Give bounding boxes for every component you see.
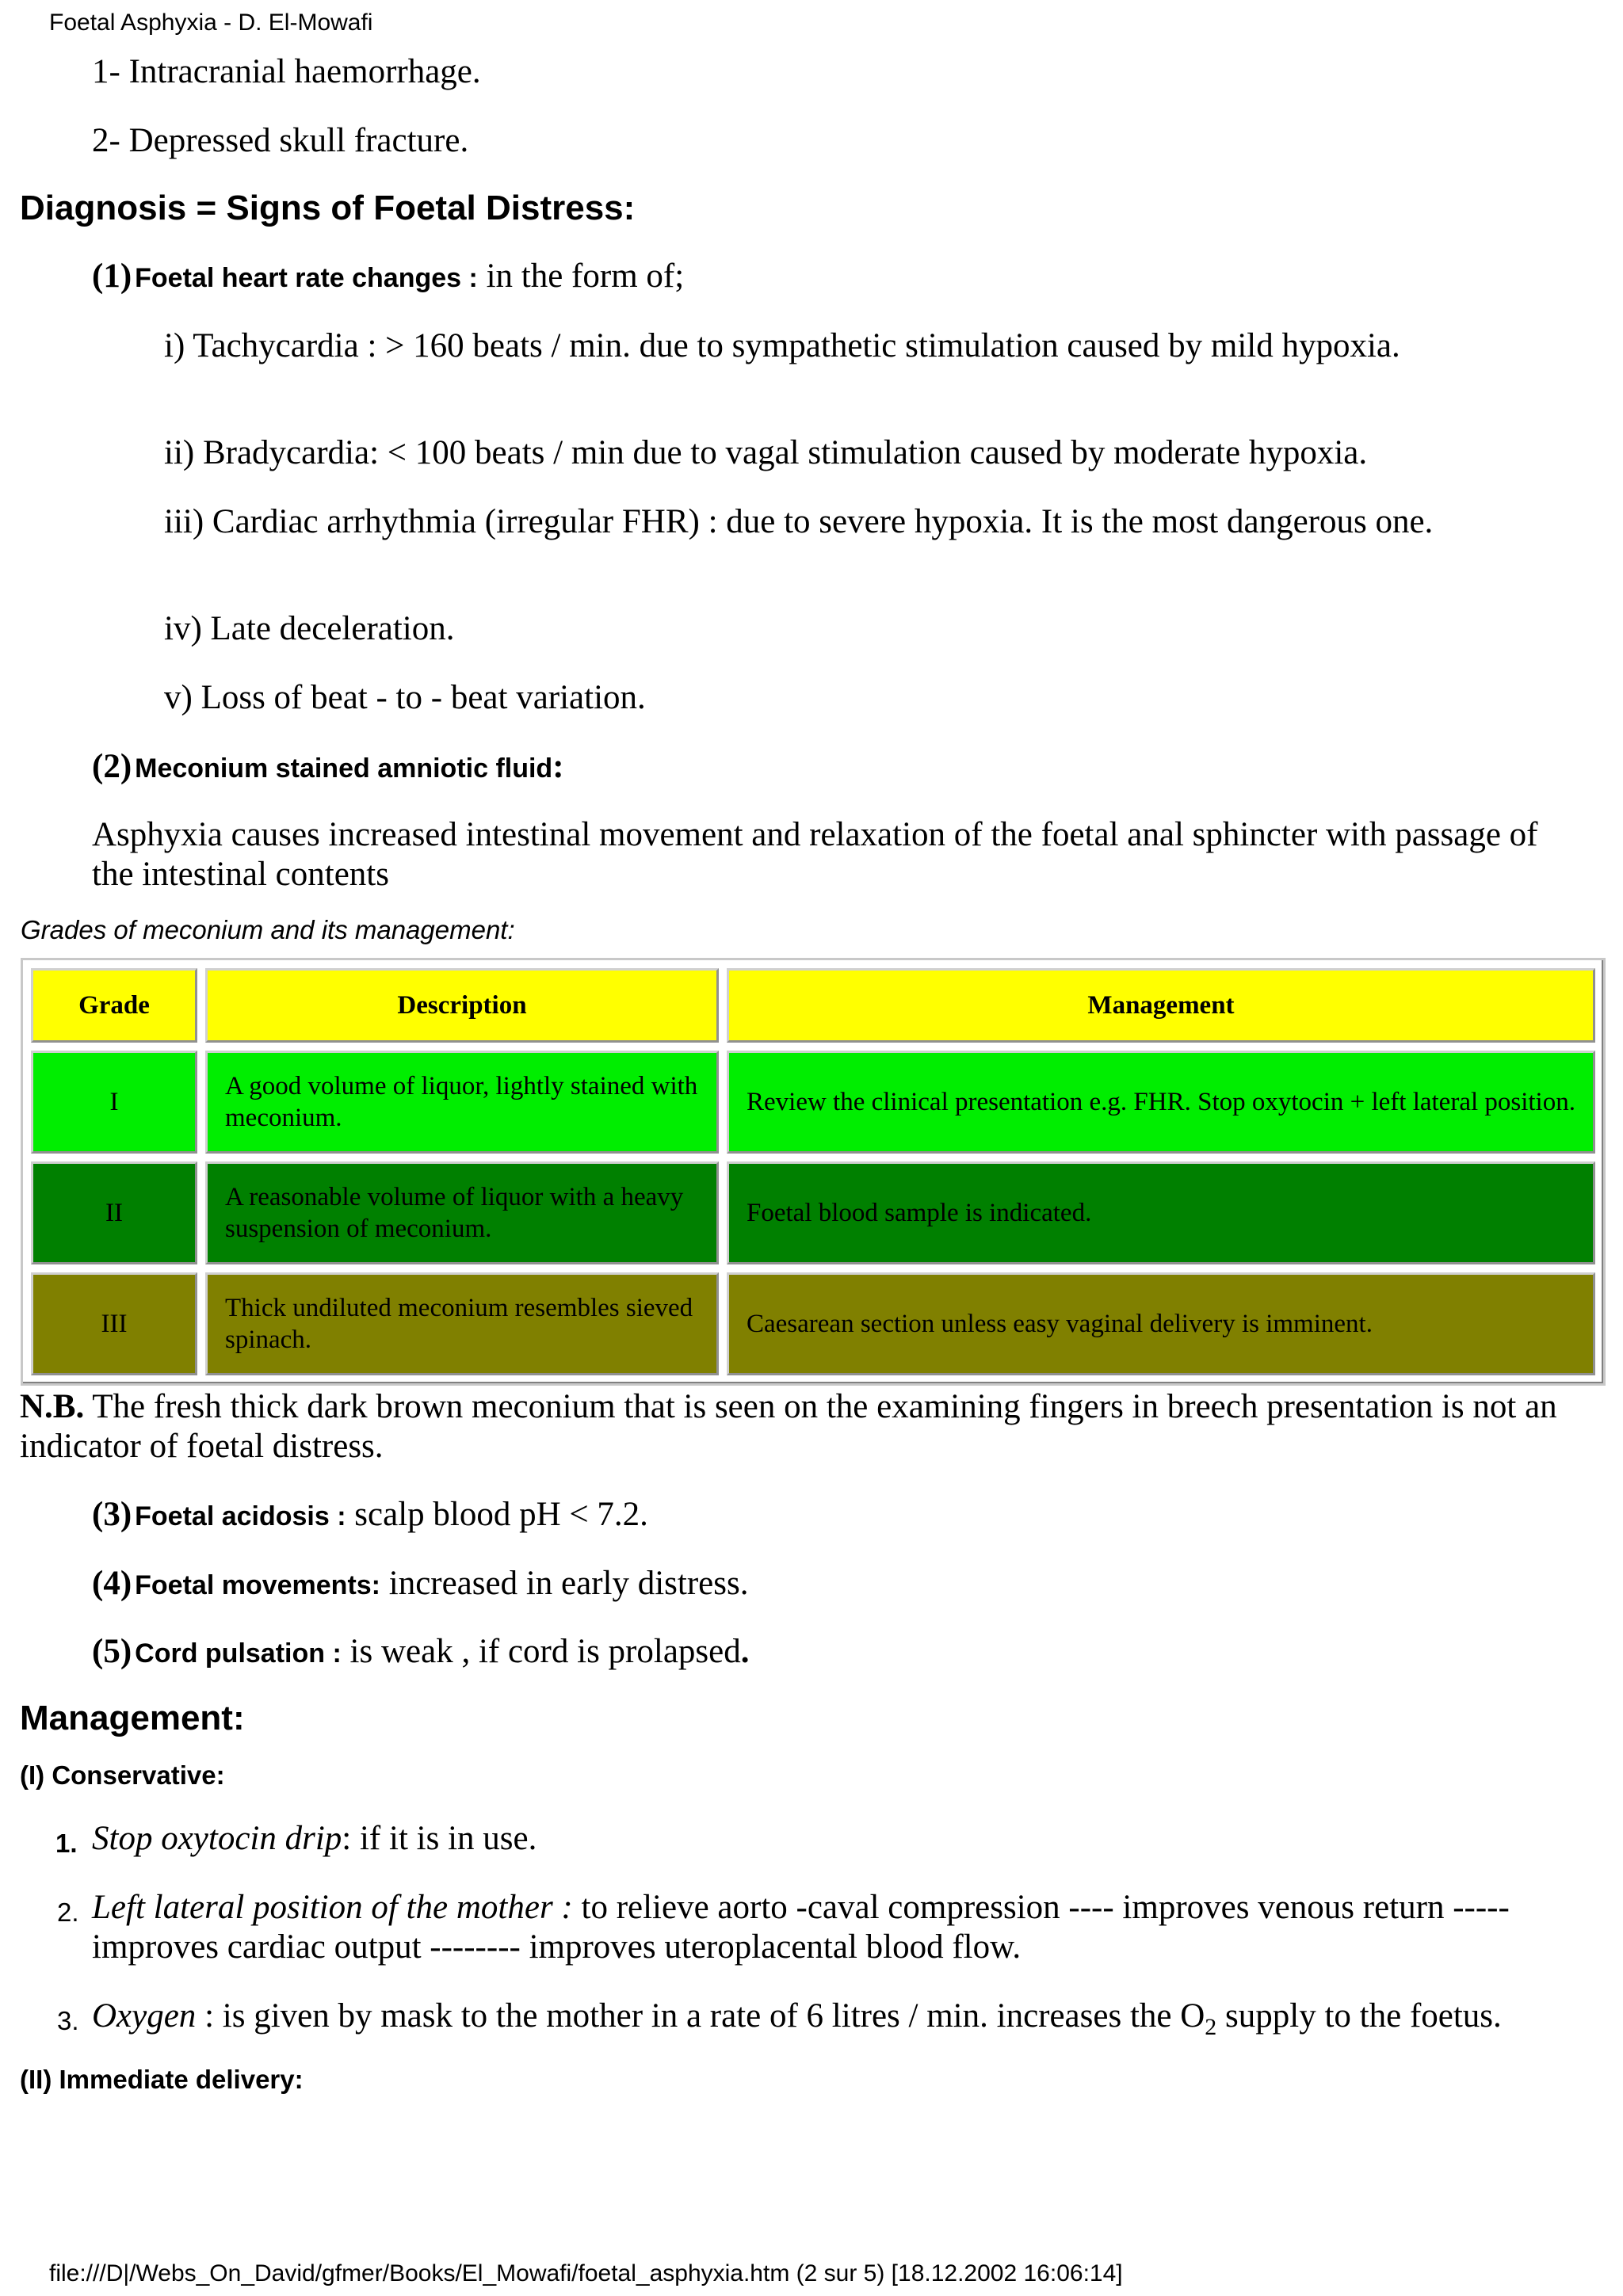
nb-note <box>20 1387 1605 1466</box>
sign-text: increased in early distress. <box>380 1565 749 1602</box>
cell-management: Review the clinical presentation e.g. FHR. Stop oxytocin + left lateral position. <box>727 1051 1595 1154</box>
complication-item: 2- Depressed skull fracture. <box>92 122 469 159</box>
fhr-item: ii) Bradycardia: < 100 beats / min due to vagal stimulation caused by moderate hypoxia. <box>164 434 1368 471</box>
item-subscript: 2 <box>1205 2014 1217 2040</box>
sign-text: in the form of; <box>477 257 685 295</box>
header-description: Description <box>205 968 719 1043</box>
diagnosis-heading: Diagnosis = Signs of Foetal Distress: <box>20 189 636 227</box>
cell-grade: III <box>31 1272 197 1375</box>
item-text: to relieve aorto -caval compression ---- improves venous return ----- improves cardiac output -------- improves uteroplacental blood flow. <box>92 1889 1510 1966</box>
management-item <box>92 1888 1606 1967</box>
sign-number: (4) <box>92 1565 132 1602</box>
meconium-grades-table <box>21 958 1606 1386</box>
sign-1 <box>92 257 684 296</box>
sign-label: Foetal heart rate changes : <box>135 263 478 293</box>
sign-end: . <box>740 1633 750 1670</box>
table-row <box>31 1161 1595 1264</box>
sign-number: (2) <box>92 748 132 785</box>
management-heading: Management: <box>20 1699 245 1737</box>
sign-label: Foetal acidosis : <box>135 1501 346 1531</box>
fhr-item: iii) Cardiac arrhythmia (irregular FHR) : due to severe hypoxia. It is the most dangerous one. <box>164 503 1434 540</box>
sign-text: scalp blood pH < 7.2. <box>346 1496 648 1533</box>
cell-description: Thick undiluted meconium resembles sieved spinach. <box>205 1272 719 1375</box>
conservative-heading: (I) Conservative: <box>20 1760 225 1790</box>
table-caption: Grades of meconium and its management: <box>21 915 515 944</box>
sign-label: Meconium stained amniotic fluid <box>135 753 553 784</box>
table-header-row <box>31 968 1595 1043</box>
cell-grade: II <box>31 1161 197 1264</box>
item-italic: Stop oxytocin drip <box>92 1820 342 1857</box>
item-text: : if it is in use. <box>342 1820 537 1857</box>
sign-number: (1) <box>92 257 132 295</box>
sign-4 <box>92 1564 748 1604</box>
cell-description: A reasonable volume of liquor with a heavy suspension of meconium. <box>205 1161 719 1264</box>
sign-3 <box>92 1495 648 1535</box>
table-row <box>31 1272 1595 1375</box>
item-italic: Oxygen <box>92 1997 197 2035</box>
table-row <box>31 1051 1595 1154</box>
nb-label: N.B. <box>20 1388 85 1425</box>
fhr-item: iv) Late deceleration. <box>164 610 455 647</box>
management-item <box>92 1819 537 1859</box>
sign-text: is weak , if cord is prolapsed <box>341 1633 741 1670</box>
list-number: 2. <box>57 1897 79 1927</box>
sign-5 <box>92 1632 749 1672</box>
sign-colon: : <box>552 748 564 785</box>
page-footer-path: file:///D|/Webs_On_David/gfmer/Books/El_Mowafi/foetal_asphyxia.htm (2 sur 5) [18.12.2002 16:06:14] <box>49 2260 1123 2286</box>
fhr-item: v) Loss of beat - to - beat variation. <box>164 679 646 716</box>
cell-description: A good volume of liquor, lightly stained with meconium. <box>205 1051 719 1154</box>
complication-item: 1- Intracranial haemorrhage. <box>92 53 481 90</box>
cell-management: Caesarean section unless easy vaginal delivery is imminent. <box>727 1272 1595 1375</box>
list-number: 3. <box>57 2006 79 2035</box>
nb-text: The fresh thick dark brown meconium that is seen on the examining fingers in breech presentation is not an indicator of foetal distress. <box>20 1388 1557 1465</box>
fhr-item: i) Tachycardia : > 160 beats / min. due to sympathetic stimulation caused by mild hypoxia. <box>164 327 1400 364</box>
sign-2 <box>92 747 564 786</box>
cell-grade: I <box>31 1051 197 1154</box>
immediate-heading: (II) Immediate delivery: <box>20 2065 304 2094</box>
sign-label: Foetal movements: <box>135 1570 380 1600</box>
item-italic: Left lateral position of the mother : <box>92 1889 573 1926</box>
cell-management: Foetal blood sample is indicated. <box>727 1161 1595 1264</box>
page-header-title: Foetal Asphyxia - D. El-Mowafi <box>49 10 373 36</box>
header-grade: Grade <box>31 968 197 1043</box>
sign-number: (5) <box>92 1633 132 1670</box>
header-management: Management <box>727 968 1595 1043</box>
sign-label: Cord pulsation : <box>135 1638 342 1669</box>
sign-number: (3) <box>92 1496 132 1533</box>
item-text: : is given by mask to the mother in a rate of 6 litres / min. increases the O <box>196 1997 1205 2035</box>
item-tail: supply to the foetus. <box>1216 1997 1502 2035</box>
management-item <box>92 1997 1621 2040</box>
meconium-paragraph: Asphyxia causes increased intestinal movement and relaxation of the foetal anal sphincter with passage of the intestinal contents <box>92 816 1538 893</box>
list-number: 1. <box>55 1829 78 1858</box>
